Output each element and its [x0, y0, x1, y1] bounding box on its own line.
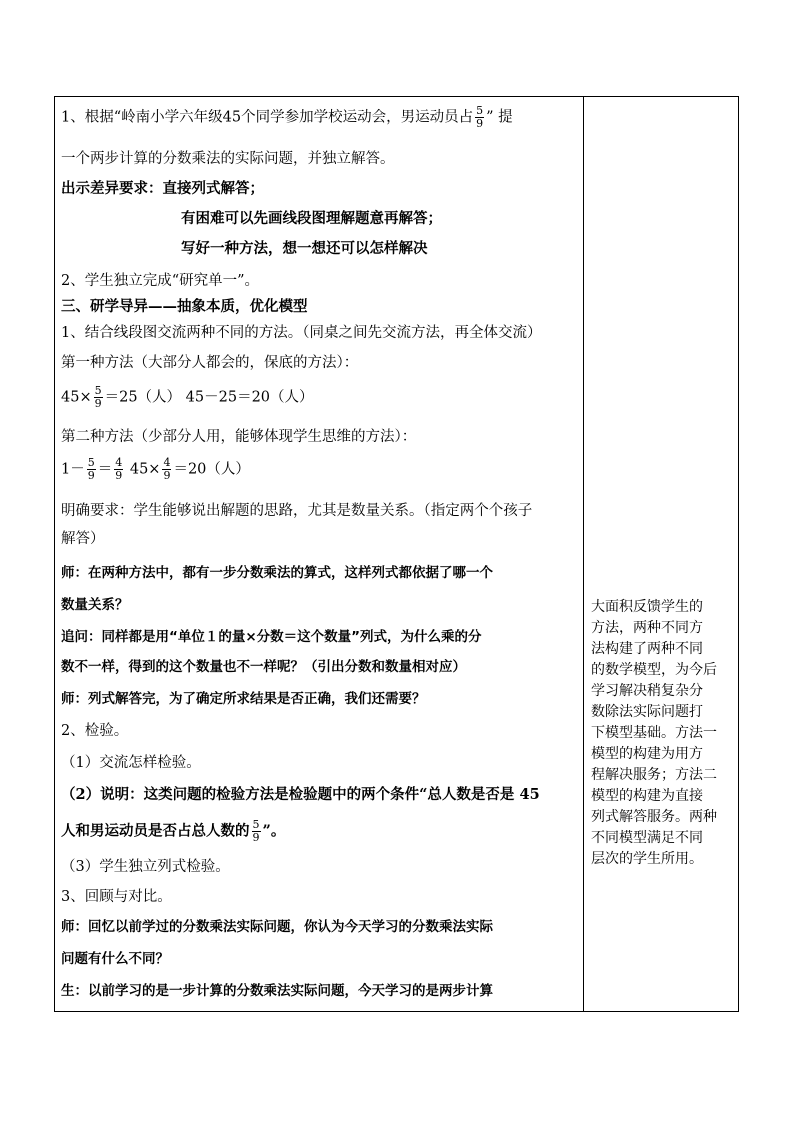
fraction-5-9: $\frac{5}{9}$	[87, 456, 95, 482]
column-divider	[583, 97, 584, 1011]
check-item-2-line-1: （2）说明：这类问题的检验方法是检验题中的两个条件“总人数是否是 45	[61, 786, 540, 803]
clear-requirement-line-1: 明确要求：学生能够说出解题的思路，尤其是数量关系。（指定两个个孩子	[61, 503, 533, 519]
teacher-question-2: 师：列式解答完，为了确定所求结果是否正确，我们还需要？	[61, 691, 426, 707]
paragraph-1-line-2: 一个两步计算的分数乘法的实际问题，并独立解答。	[61, 151, 395, 167]
note-line: 模型的构建为用方	[591, 746, 703, 762]
design-intent-cell	[591, 597, 736, 870]
requirement-3: 写好一种方法，想一想还可以怎样解决	[181, 240, 428, 257]
section-heading-3: 三、研学导异——抽象本质，优化模型	[61, 298, 308, 315]
fraction-4-9: $\frac{4}{9}$	[163, 456, 171, 482]
teacher-question-3-line-1: 师：回忆以前学过的分数乘法实际问题，你认为今天学习的分数乘法实际	[61, 919, 493, 935]
fraction-5-9: $\frac{5}{9}$	[252, 818, 260, 844]
note-line: 学习解决稍复杂分	[591, 683, 703, 699]
teacher-question-3-line-2: 问题有什么不同？	[61, 951, 169, 967]
note-line: 的数学模型，为今后	[591, 662, 717, 678]
note-line: 不同模型满足不同	[591, 830, 703, 846]
lesson-table	[54, 96, 739, 1012]
method-1-formula: 45× $\frac{5}{9}$ ＝25（人） 45－25＝20（人）	[61, 384, 314, 410]
paragraph-3: 1、结合线段图交流两种不同的方法。（同桌之间先交流方法，再全体交流）	[61, 325, 542, 341]
note-line: 列式解答服务。两种	[591, 809, 717, 825]
note-line: 程解决服务；方法二	[591, 767, 717, 783]
requirement-2: 有困难可以先画线段图理解题意再解答；	[181, 210, 442, 227]
fraction-4-9: $\frac{4}{9}$	[115, 456, 123, 482]
note-line: 大面积反馈学生的	[591, 599, 703, 615]
teacher-question-1-line-1: 师：在两种方法中，都有一步分数乘法的算式，这样列式都依据了哪一个	[61, 565, 493, 581]
note-line: 下模型基础。方法一	[591, 725, 717, 741]
student-answer: 生：以前学习的是一步计算的分数乘法实际问题，今天学习的是两步计算	[61, 983, 493, 999]
note-line: 方法，两种不同方	[591, 620, 703, 636]
fraction-5-9: $\frac{5}{9}$	[476, 104, 484, 130]
clear-requirement-line-2: 解答）	[61, 531, 105, 547]
differentiated-requirements: 出示差异要求：直接列式解答；	[61, 180, 264, 197]
fraction-5-9: $\frac{5}{9}$	[94, 384, 102, 410]
note-line: 法构建了两种不同	[591, 641, 703, 657]
check-item-3: （3）学生独立列式检验。	[61, 859, 230, 875]
method-2-title: 第二种方法（少部分人用，能够体现学生思维的方法）：	[61, 429, 417, 445]
note-line: 层次的学生所用。	[591, 851, 703, 867]
method-1-title: 第一种方法（大部分人都会的，保底的方法）：	[61, 355, 359, 371]
method-2-formula: 1－ $\frac{5}{9}$ ＝ $\frac{4}{9}$ 45× $\frac{4}{9}$ ＝20（人）	[61, 456, 250, 482]
note-line: 数除法实际问题打	[591, 704, 703, 720]
paragraph-1-line-1: 1、根据“岭南小学六年级45个同学参加学校运动会，男运动员占 $\frac{5}{9}$ ” 提	[61, 104, 513, 130]
teacher-question-1-line-2: 数量关系？	[61, 597, 129, 613]
check-item-2-line-2: 人和男运动员是否占总人数的 $\frac{5}{9}$ ”。	[61, 818, 286, 844]
follow-up-question-line-2: 数不一样，得到的这个数量也不一样呢？（引出分数和数量相对应）	[61, 659, 466, 675]
follow-up-question-line-1: 追问：同样都是用“单位１的量×分数＝这个数量”列式，为什么乘的分	[61, 629, 482, 645]
check-item-1: （1）交流怎样检验。	[61, 755, 201, 771]
paragraph-2: 2、学生独立完成“研究单一”。	[61, 273, 260, 289]
note-line: 模型的构建为直接	[591, 788, 703, 804]
step-3-review: 3、回顾与对比。	[61, 889, 172, 905]
step-2-check: 2、检验。	[61, 723, 129, 739]
